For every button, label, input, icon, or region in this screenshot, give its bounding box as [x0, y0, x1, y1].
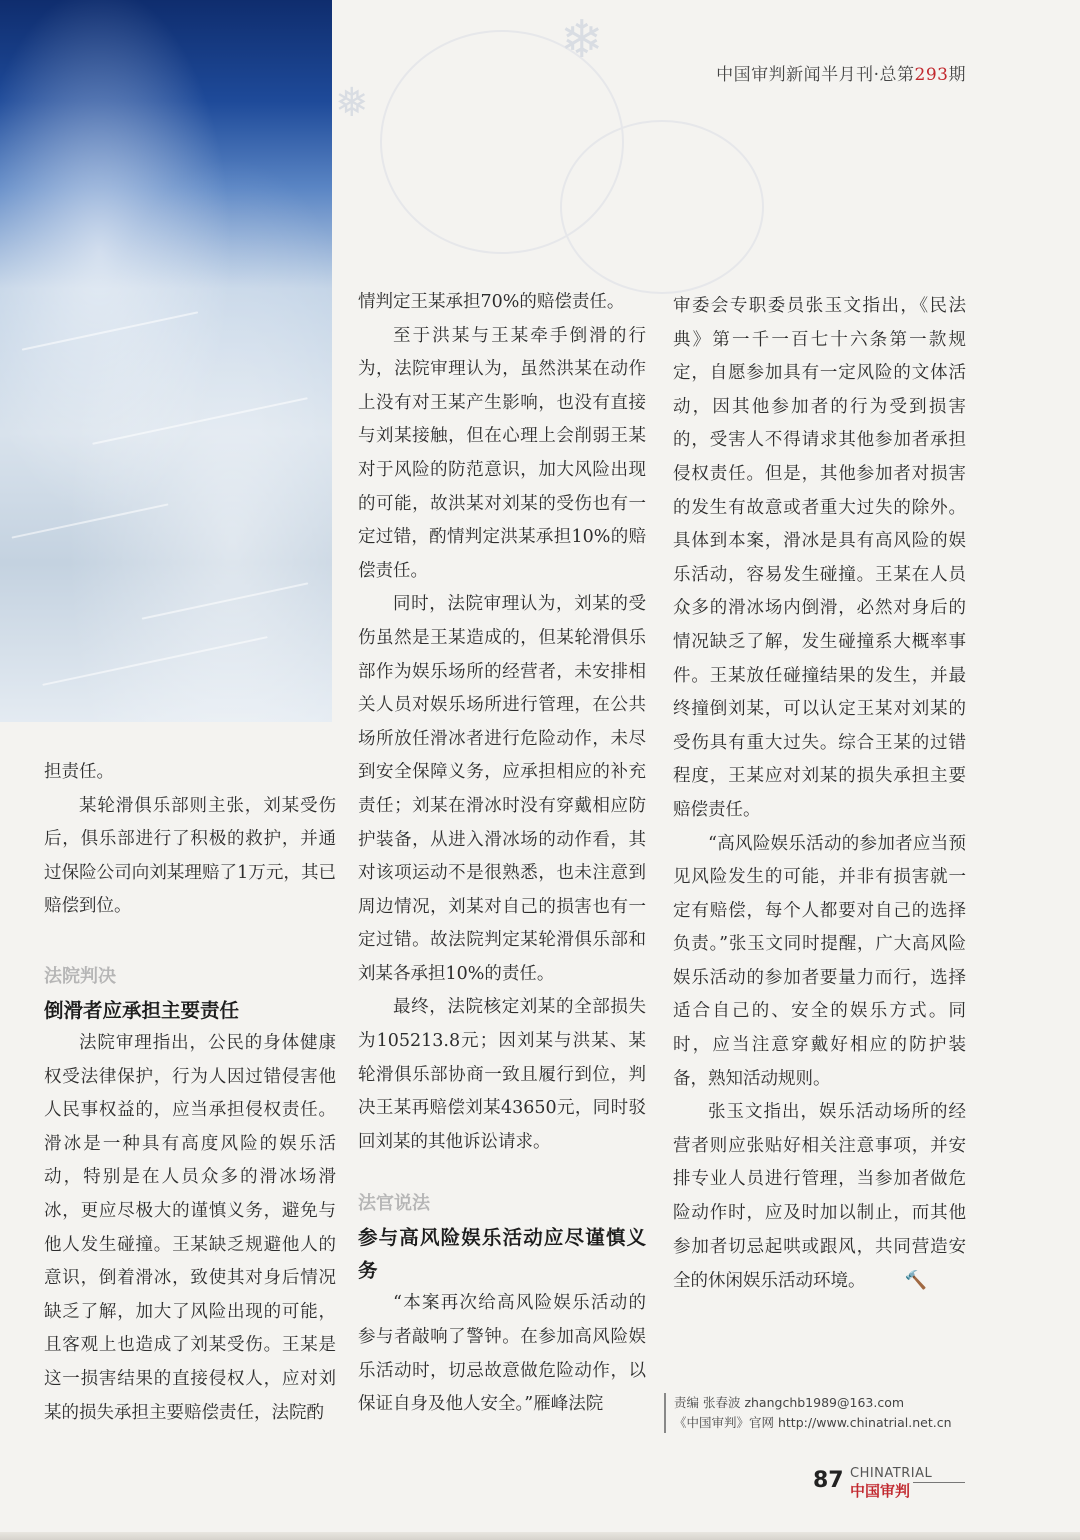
paragraph-text: 张玉文指出，娱乐活动场所的经营者则应张贴好相关注意事项，并安排专业人员进行管理，当参加者做危险动作时，应及时加以制止，而其他参加者切忌起哄或跟风，共同营造安全的休闲娱乐活动环境。	[673, 1102, 966, 1292]
journal-name: 中国审判新闻半月刊·总第	[716, 65, 915, 85]
paragraph-final	[673, 1096, 966, 1299]
paragraph: 最终，法院核定刘某的全部损失为105213.8元；因刘某与洪某、某轮滑俱乐部协商一致且履行到位，判决王某再赔偿刘某43650元，同时驳回刘某的其他诉讼请求。	[358, 997, 646, 1152]
issue-number: 293	[914, 65, 949, 85]
paragraph: 担责任。	[44, 762, 114, 782]
journal-header	[716, 60, 966, 85]
scan-edge	[0, 1532, 1080, 1540]
article-column-1	[44, 756, 336, 1430]
section-heading: 倒滑者应承担主要责任	[44, 998, 240, 1022]
decor-swirl	[560, 120, 764, 294]
paragraph: 至于洪某与王某牵手倒滑的行为，法院审理认为，虽然洪某在动作上没有对王某产生影响，也没有直接与刘某接触，但在心理上会削弱王某对于风险的防范意识，加大风险出现的可能，故洪某对刘某的受伤也有一定过错，酌情判定洪某承担10%的赔偿责任。	[358, 325, 646, 581]
article-column-2	[358, 286, 646, 1422]
paragraph: 情判定王某承担70%的赔偿责任。	[358, 292, 625, 312]
section-heading: 参与高风险娱乐活动应尽谨慎义务	[358, 1226, 646, 1283]
gavel-icon: 🔨	[904, 1270, 927, 1292]
paragraph: 某轮滑俱乐部则主张，刘某受伤后，俱乐部进行了积极的救护，并通过保险公司向刘某理赔了1万元，其已赔偿到位。	[44, 795, 336, 917]
page-number: 87	[813, 1468, 844, 1493]
article-column-3	[673, 290, 966, 1299]
snowflake-icon: ❅	[335, 80, 369, 126]
editor-line: 责编 张春波 zhangchb1989@163.com	[674, 1395, 905, 1410]
section-label: 法官说法	[358, 1193, 430, 1215]
paragraph: 审委会专职委员张玉文指出，《民法典》第一千一百七十六条第一款规定，自愿参加具有一定风险的文体活动，因其他参加者的行为受到损害的，受害人不得请求其他参加者承担侵权责任。但是，其他参加者对损害的发生有故意或者重大过失的除外。具体到本案，滑冰是具有高风险的娱乐活动，容易发生碰撞。王某在人员众多的滑冰场内倒滑，必然对身后的情况缺乏了解，发生碰撞系大概率事件。王某放任碰撞结果的发生，并最终撞倒刘某，可以认定王某对刘某的受伤具有重大过失。综合王某的过错程度，王某应对刘某的损失承担主要赔偿责任。	[673, 296, 966, 820]
brand-name-en: CHINATRIAL	[850, 1466, 933, 1481]
paragraph: 同时，法院审理认为，刘某的受伤虽然是王某造成的，但某轮滑俱乐部作为娱乐场所的经营者，未安排相关人员对娱乐场所进行管理，在公共场所放任滑冰者进行危险动作，未尽到安全保障义务，应承担相应的补充责任；刘某在滑冰时没有穿戴相应防护装备，从进入滑冰场的动作看，其对该项运动不是很熟悉，也未注意到周边情况，刘某对自己的损害也有一定过错。故法院判定某轮滑俱乐部和刘某各承担10%的责任。	[358, 594, 646, 984]
footer-rule	[913, 1482, 965, 1483]
snowflake-icon: ❄	[560, 10, 604, 70]
paragraph: 法院审理指出，公民的身体健康权受法律保护，行为人因过错侵害他人民事权益的，应当承担侵权责任。滑冰是一种具有高度风险的娱乐活动，特别是在人员众多的滑冰场滑冰，更应尽极大的谨慎义务，避免与他人发生碰撞。王某缺乏规避他人的意识，倒着滑冰，致使其对身后情况缺乏了解，加大了风险出现的可能，且客观上也造成了刘某受伤。王某是这一损害结果的直接侵权人，应对刘某的损失承担主要赔偿责任，法院酌	[44, 1032, 336, 1423]
editor-credits	[664, 1393, 974, 1433]
issue-suffix: 期	[948, 65, 966, 85]
brand-name-cn: 中国审判	[850, 1482, 911, 1500]
paragraph: “高风险娱乐活动的参加者应当预见风险发生的可能，并非有损害就一定有赔偿，每个人都要对自己的选择负责。”张玉文同时提醒，广大高风险娱乐活动的参加者要量力而行，选择适合自己的、安全的娱乐方式。同时，应当注意穿戴好相应的防护装备，熟知活动规则。	[673, 833, 966, 1089]
section-label: 法院判决	[44, 965, 116, 987]
website-line: 《中国审判》官网 http://www.chinatrial.net.cn	[674, 1415, 952, 1430]
ice-rink-photo	[0, 0, 332, 722]
paragraph: “本案再次给高风险娱乐活动的参与者敲响了警钟。在参加高风险娱乐活动时，切忌故意做危险动作，以保证自身及他人安全。”雁峰法院	[358, 1293, 646, 1415]
